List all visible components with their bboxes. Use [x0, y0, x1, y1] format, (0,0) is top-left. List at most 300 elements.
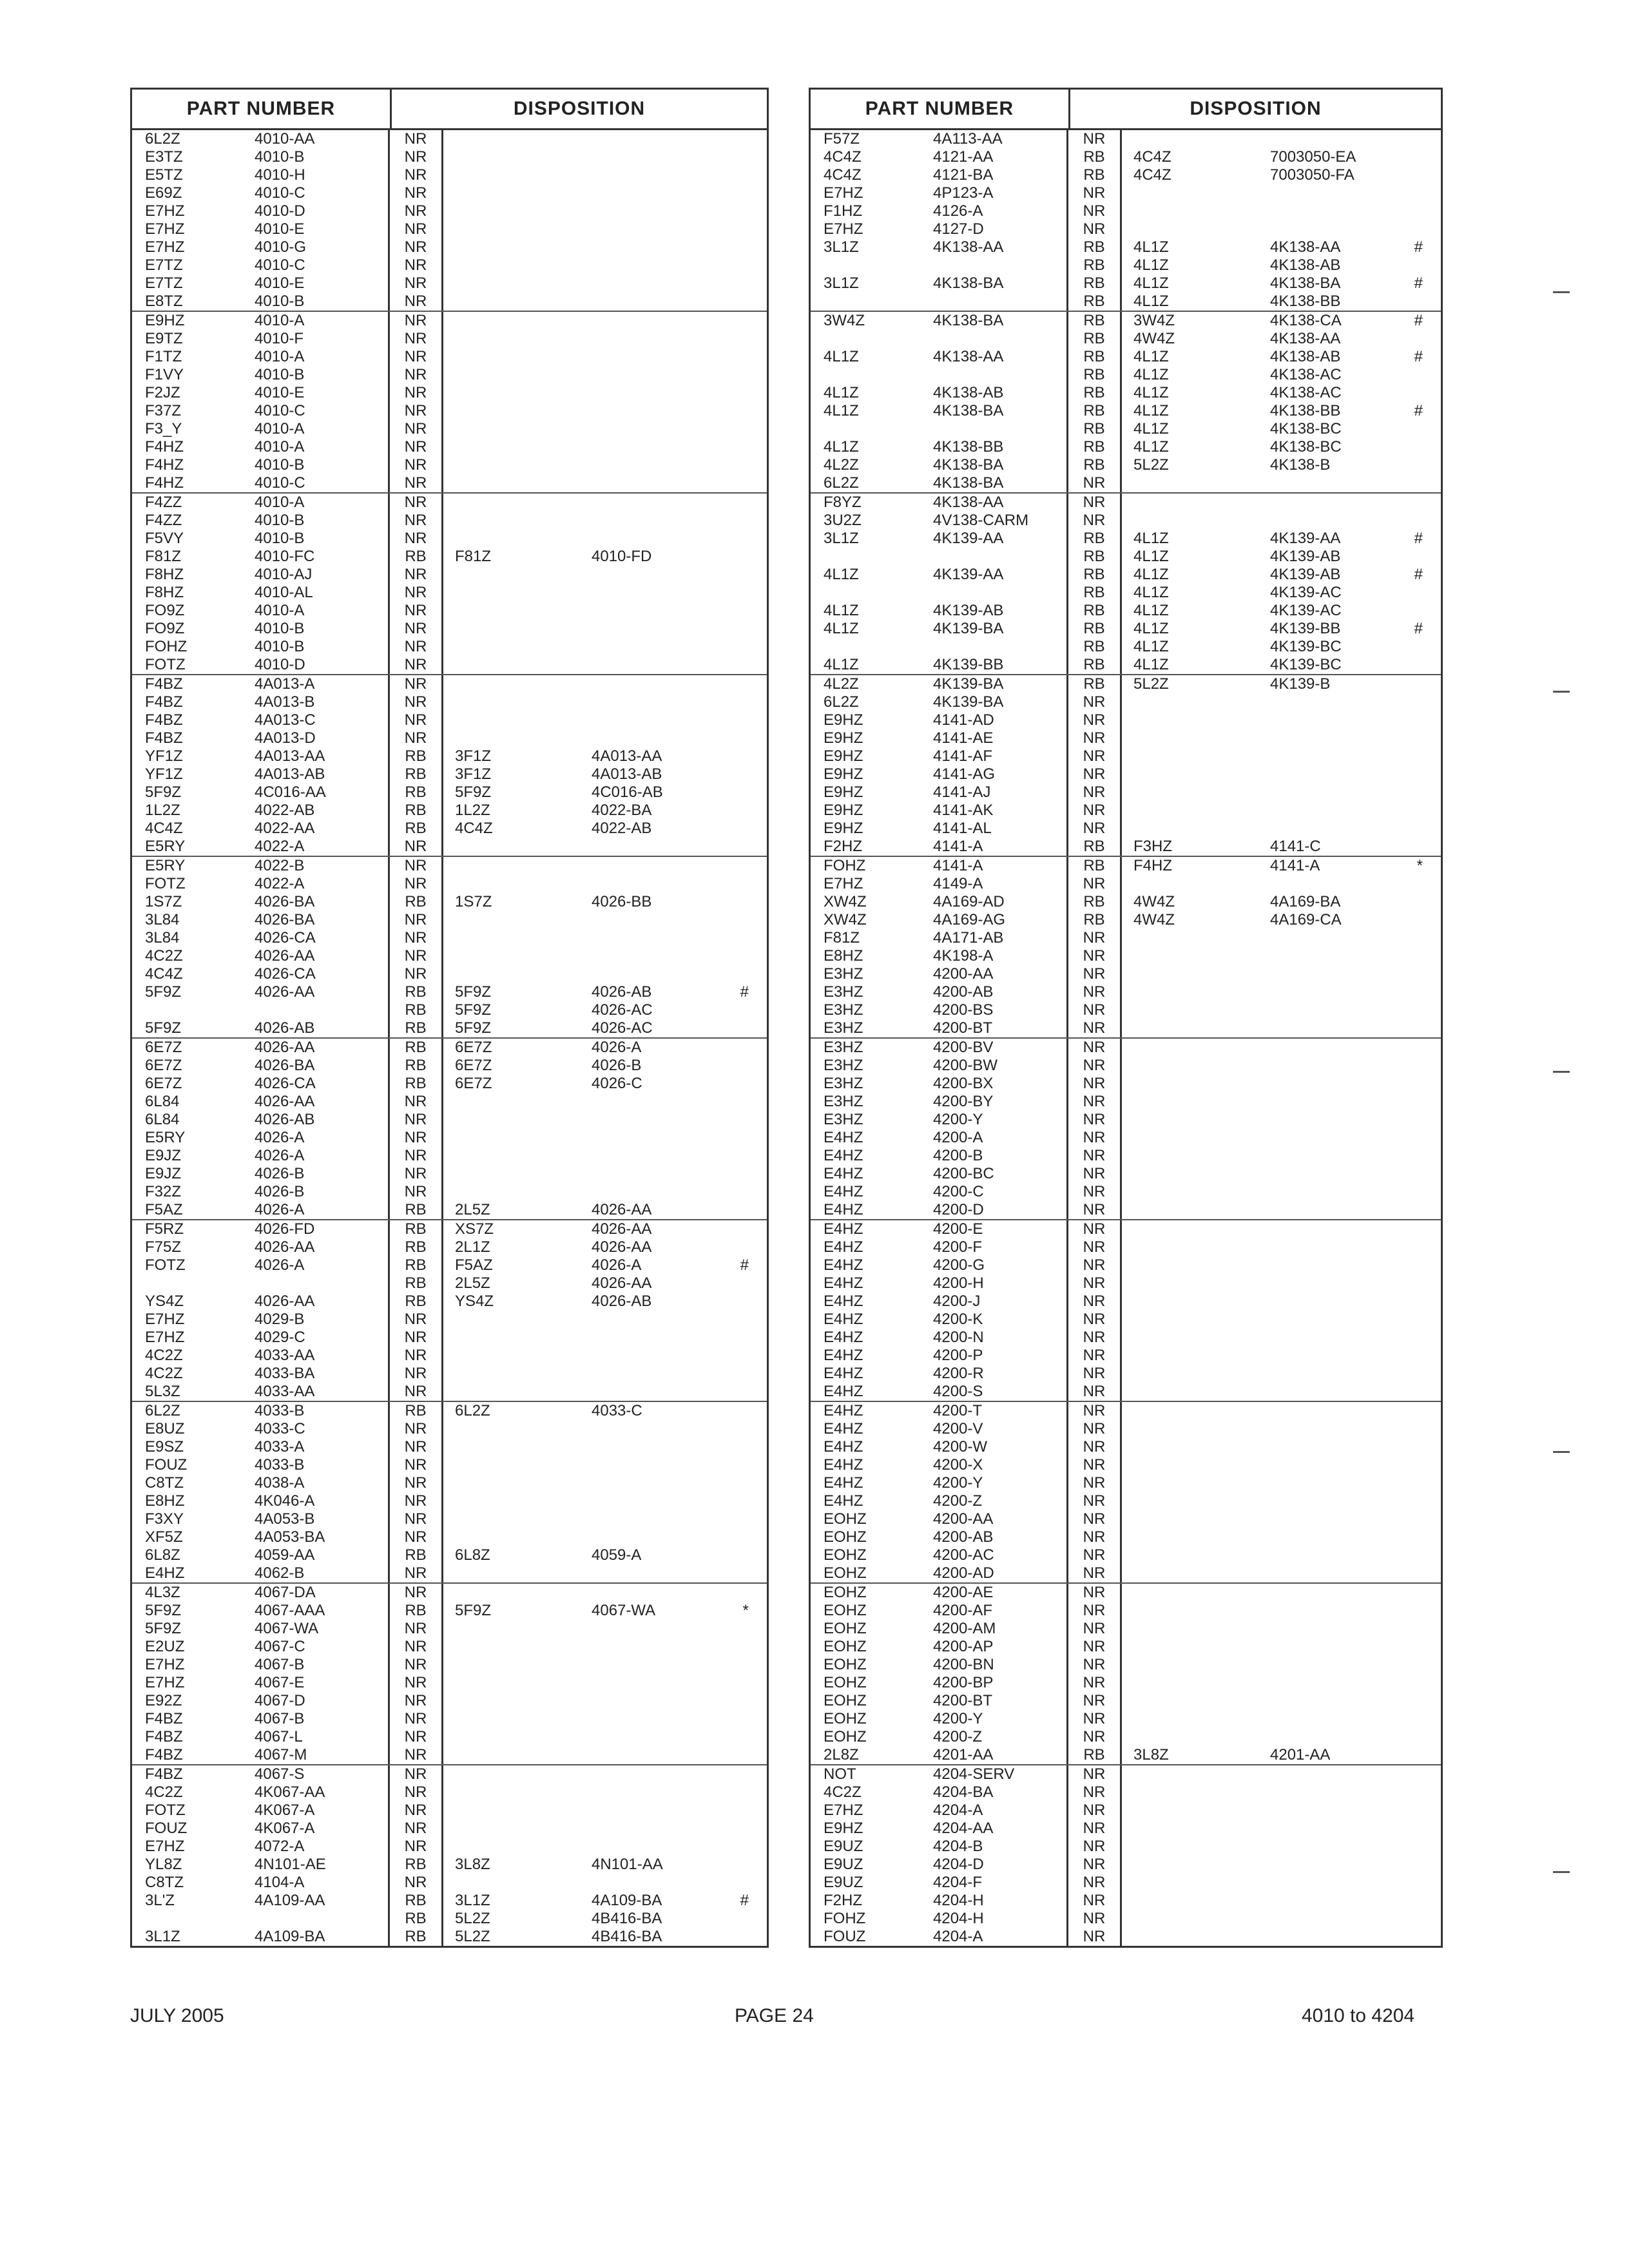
note-mark	[1399, 1456, 1441, 1474]
part-number: 4200-AB	[894, 983, 1068, 1001]
margin-mark	[1553, 691, 1570, 693]
table-row	[811, 202, 1441, 220]
row-group	[132, 1220, 767, 1402]
replacement-number	[1231, 1238, 1399, 1256]
part-number: 4121-BA	[894, 166, 1068, 184]
part-number: 4022-AB	[216, 802, 390, 820]
replacement-prefix	[1122, 1383, 1231, 1401]
table-row	[132, 1638, 767, 1656]
part-prefix: FOTZ	[145, 656, 186, 673]
replacement-prefix	[443, 530, 553, 548]
replacement-prefix	[443, 1656, 553, 1674]
table-row	[132, 1057, 767, 1075]
part-number: 4V138-CARM	[894, 512, 1068, 530]
part-prefix: 1L2Z	[145, 802, 180, 819]
disposition-code: RB	[390, 983, 443, 1001]
part-number: 4010-AJ	[216, 566, 390, 584]
note-mark	[720, 148, 767, 166]
part-number: 4200-Z	[894, 1492, 1068, 1510]
disposition-code: NR	[390, 402, 443, 420]
note-mark	[1399, 693, 1441, 711]
table-row	[132, 1674, 767, 1692]
note-mark	[1399, 1057, 1441, 1075]
disposition-code: NR	[390, 1692, 443, 1710]
table-row	[811, 512, 1441, 530]
part-prefix: 1S7Z	[145, 893, 182, 910]
replacement-number	[1231, 1075, 1399, 1093]
part-prefix: E3HZ	[824, 965, 863, 983]
replacement-number	[553, 330, 720, 348]
replacement-prefix	[1122, 1311, 1231, 1329]
replacement-number	[1231, 1492, 1399, 1510]
replacement-number	[1231, 1329, 1399, 1347]
replacement-prefix	[443, 1802, 553, 1820]
footer-date: JULY 2005	[130, 2005, 224, 2026]
replacement-number	[1231, 747, 1399, 765]
part-number: 4029-B	[216, 1311, 390, 1329]
replacement-prefix	[443, 693, 553, 711]
table-row	[132, 474, 767, 492]
table-row	[132, 929, 767, 947]
replacement-prefix	[443, 1765, 553, 1783]
part-number: 4200-Z	[894, 1728, 1068, 1746]
table-row	[811, 1001, 1441, 1019]
replacement-number: 4K139-BB	[1270, 620, 1341, 637]
part-prefix: E7HZ	[145, 1311, 185, 1328]
part-prefix: F4BZ	[145, 675, 183, 693]
part-prefix: E3HZ	[824, 1111, 863, 1128]
part-prefix: 4C4Z	[145, 820, 183, 837]
disposition-code: NR	[1068, 765, 1122, 783]
part-number: 4204-D	[894, 1856, 1068, 1874]
part-number: 4204-F	[894, 1874, 1068, 1892]
part-prefix: 4L1Z	[824, 438, 859, 456]
replacement-number: 4026-C	[592, 1075, 642, 1092]
disposition-code: NR	[1068, 1820, 1122, 1838]
part-number: 4149-A	[894, 875, 1068, 893]
replacement-number	[1231, 1620, 1399, 1638]
part-number: 4A013-C	[216, 711, 390, 729]
table-row	[811, 711, 1441, 729]
note-mark	[720, 1874, 767, 1892]
disposition-code: NR	[390, 1147, 443, 1165]
table-row	[132, 1584, 767, 1602]
part-number: 4026-B	[216, 1183, 390, 1201]
note-mark	[720, 1674, 767, 1692]
disposition-code: NR	[390, 238, 443, 256]
part-number: 4200-S	[894, 1383, 1068, 1401]
replacement-prefix	[443, 130, 553, 148]
note-mark	[720, 820, 767, 838]
replacement-prefix	[1122, 1001, 1231, 1019]
replacement-prefix	[443, 729, 553, 747]
disposition-code: NR	[390, 1874, 443, 1892]
replacement-prefix: 2L1Z	[455, 1238, 490, 1256]
part-number: 4N101-AE	[216, 1856, 390, 1874]
margin-mark	[1553, 1871, 1570, 1873]
replacement-number: 4026-AB	[592, 1293, 652, 1310]
replacement-number	[553, 729, 720, 747]
table-row	[132, 875, 767, 893]
table-row	[811, 820, 1441, 838]
note-mark: #	[740, 1892, 749, 1909]
replacement-prefix	[443, 1728, 553, 1746]
note-mark	[1399, 675, 1441, 693]
note-mark	[720, 1564, 767, 1582]
note-mark	[1399, 220, 1441, 238]
part-prefix	[811, 293, 894, 311]
disposition-code: NR	[390, 1456, 443, 1474]
note-mark	[1399, 438, 1441, 456]
replacement-prefix	[443, 494, 553, 512]
disposition-code: NR	[390, 1746, 443, 1764]
part-number: 4010-B	[216, 456, 390, 474]
replacement-number	[1231, 1129, 1399, 1147]
part-prefix: F3XY	[145, 1510, 184, 1528]
parts-table-right	[809, 88, 1443, 1948]
disposition-code: RB	[1068, 584, 1122, 602]
part-prefix: 4C2Z	[145, 1365, 183, 1382]
part-prefix: E9HZ	[824, 747, 863, 765]
replacement-prefix	[443, 1710, 553, 1728]
part-number: 4200-G	[894, 1256, 1068, 1274]
note-mark	[1399, 1383, 1441, 1401]
note-mark	[720, 1057, 767, 1075]
table-row	[811, 1365, 1441, 1383]
note-mark	[720, 1420, 767, 1438]
part-prefix: E8HZ	[145, 1492, 185, 1510]
note-mark	[720, 512, 767, 530]
part-number: 4026-BA	[216, 893, 390, 911]
part-number: 4067-DA	[216, 1584, 390, 1602]
replacement-number	[553, 420, 720, 438]
part-number: 4204-AA	[894, 1820, 1068, 1838]
disposition-code: NR	[390, 965, 443, 983]
disposition-code: RB	[1068, 384, 1122, 402]
disposition-code: RB	[390, 820, 443, 838]
replacement-prefix	[1122, 1910, 1231, 1928]
part-number: 4K067-A	[216, 1802, 390, 1820]
part-prefix: 5F9Z	[145, 1019, 182, 1037]
replacement-number: 7003050-EA	[1270, 148, 1356, 166]
replacement-number	[553, 202, 720, 220]
part-number: 4026-AA	[216, 1039, 390, 1057]
note-mark: #	[1414, 348, 1423, 365]
row-group	[811, 494, 1441, 675]
replacement-number	[1231, 1039, 1399, 1057]
replacement-prefix: 4L1Z	[1133, 438, 1169, 456]
replacement-prefix	[443, 184, 553, 202]
table-row	[132, 675, 767, 693]
disposition-code: NR	[390, 1129, 443, 1147]
replacement-number	[553, 1129, 720, 1147]
replacement-prefix	[443, 1874, 553, 1892]
replacement-prefix	[443, 638, 553, 656]
part-prefix: E9HZ	[824, 783, 863, 801]
note-mark	[720, 1165, 767, 1183]
replacement-prefix: 5L2Z	[1133, 675, 1169, 693]
part-number: 4127-D	[894, 220, 1068, 238]
replacement-prefix	[1122, 1928, 1231, 1946]
note-mark	[1399, 1075, 1441, 1093]
part-prefix: 4L1Z	[824, 620, 859, 637]
part-number: 4200-P	[894, 1347, 1068, 1365]
parts-table-left	[130, 88, 769, 1948]
part-prefix: 4C4Z	[824, 166, 862, 184]
note-mark	[720, 293, 767, 311]
replacement-prefix	[1122, 1710, 1231, 1728]
note-mark: #	[1414, 566, 1423, 583]
disposition-code: RB	[1068, 330, 1122, 348]
disposition-code: RB	[390, 1039, 443, 1057]
table-row	[132, 184, 767, 202]
disposition-code: NR	[1068, 693, 1122, 711]
part-number: 4200-AC	[894, 1546, 1068, 1564]
disposition-code: RB	[390, 1402, 443, 1420]
replacement-prefix	[1122, 1510, 1231, 1528]
replacement-prefix	[443, 1638, 553, 1656]
part-prefix: E4HZ	[824, 1183, 863, 1200]
table-row	[811, 130, 1441, 148]
part-prefix: 4C2Z	[145, 1783, 183, 1801]
note-mark	[1399, 1492, 1441, 1510]
note-mark	[720, 274, 767, 293]
replacement-prefix	[1122, 1019, 1231, 1037]
note-mark	[720, 202, 767, 220]
table-row	[811, 911, 1441, 929]
part-number: 4A013-AB	[216, 765, 390, 783]
part-number: 4200-F	[894, 1238, 1068, 1256]
table-row	[132, 438, 767, 456]
disposition-code: NR	[390, 166, 443, 184]
part-number: 4200-A	[894, 1129, 1068, 1147]
part-number: 4010-E	[216, 274, 390, 293]
disposition-code: NR	[1068, 1147, 1122, 1165]
part-number: 4204-H	[894, 1892, 1068, 1910]
note-mark	[1399, 1620, 1441, 1638]
note-mark	[1399, 1564, 1441, 1582]
disposition-code: NR	[1068, 1039, 1122, 1057]
table-row	[132, 729, 767, 747]
part-prefix: 3U2Z	[824, 512, 862, 529]
part-prefix: EOHZ	[824, 1584, 867, 1601]
replacement-prefix	[1122, 1802, 1231, 1820]
disposition-code: NR	[390, 620, 443, 638]
replacement-number: 4022-AB	[592, 820, 652, 837]
replacement-number: 4K138-B	[1270, 456, 1331, 474]
replacement-prefix: 4L1Z	[1133, 420, 1169, 437]
note-mark	[1399, 1420, 1441, 1438]
replacement-number: 4A169-BA	[1270, 893, 1341, 910]
replacement-prefix	[1122, 130, 1231, 148]
table-row	[132, 330, 767, 348]
table-row	[811, 1856, 1441, 1874]
part-number: 4200-Y	[894, 1111, 1068, 1129]
replacement-prefix: XS7Z	[455, 1220, 494, 1238]
replacement-prefix	[443, 1365, 553, 1383]
part-number: 4A169-AG	[894, 911, 1068, 929]
note-mark	[720, 711, 767, 729]
disposition-code: NR	[390, 1564, 443, 1582]
replacement-number	[553, 875, 720, 893]
replacement-prefix	[1122, 1201, 1231, 1219]
replacement-number: 4201-AA	[1270, 1746, 1331, 1763]
disposition-code: NR	[390, 693, 443, 711]
replacement-prefix	[1122, 747, 1231, 765]
part-prefix: XF5Z	[145, 1528, 183, 1546]
replacement-number	[1231, 1001, 1399, 1019]
replacement-prefix	[1122, 1728, 1231, 1746]
replacement-prefix	[1122, 1256, 1231, 1274]
note-mark: *	[1416, 857, 1423, 874]
replacement-prefix	[443, 1692, 553, 1710]
part-prefix: E9HZ	[145, 312, 185, 329]
replacement-prefix	[443, 1311, 553, 1329]
part-number	[894, 584, 1068, 602]
disposition-code: NR	[390, 312, 443, 330]
table-row	[132, 1656, 767, 1674]
part-number: 4026-AA	[216, 1293, 390, 1311]
replacement-prefix	[1122, 1783, 1231, 1802]
note-mark	[1399, 456, 1441, 474]
note-mark	[720, 548, 767, 566]
table-row	[811, 1075, 1441, 1093]
note-mark	[1399, 1293, 1441, 1311]
disposition-code: NR	[390, 729, 443, 747]
replacement-prefix: 3L8Z	[1133, 1746, 1169, 1763]
table-row	[811, 348, 1441, 366]
replacement-number: 4K139-BC	[1270, 656, 1342, 673]
replacement-number	[553, 1111, 720, 1129]
part-prefix: E4HZ	[824, 1438, 863, 1456]
part-prefix: F5RZ	[145, 1220, 184, 1238]
table-row	[811, 1820, 1441, 1838]
note-mark	[720, 1728, 767, 1746]
replacement-prefix	[443, 584, 553, 602]
table-row	[132, 1856, 767, 1874]
part-prefix: 6L2Z	[145, 1402, 180, 1419]
part-prefix: YF1Z	[145, 747, 183, 765]
part-number: 4022-A	[216, 875, 390, 893]
disposition-code: RB	[390, 1201, 443, 1219]
disposition-code: NR	[390, 256, 443, 274]
replacement-number: 4026-B	[592, 1057, 642, 1074]
note-mark	[720, 1838, 767, 1856]
replacement-number	[1231, 929, 1399, 947]
table-row	[811, 1546, 1441, 1564]
part-prefix: E9UZ	[824, 1874, 863, 1891]
note-mark	[1399, 1365, 1441, 1383]
note-mark	[720, 402, 767, 420]
disposition-code: NR	[1068, 1728, 1122, 1746]
part-number: 4204-A	[894, 1802, 1068, 1820]
part-prefix: E3HZ	[824, 1075, 863, 1092]
replacement-number: 4141-A	[1270, 857, 1320, 874]
replacement-number: 4A013-AB	[592, 765, 662, 783]
table-row	[132, 911, 767, 929]
replacement-number	[553, 1802, 720, 1820]
part-prefix: C8TZ	[145, 1474, 184, 1492]
table-row	[811, 384, 1441, 402]
replacement-number	[1231, 783, 1399, 802]
table-row	[132, 366, 767, 384]
part-number: 4200-AB	[894, 1528, 1068, 1546]
replacement-number	[553, 947, 720, 965]
disposition-code: RB	[1068, 456, 1122, 474]
part-prefix: EOHZ	[824, 1602, 867, 1619]
disposition-code: NR	[390, 1111, 443, 1129]
table-row	[811, 530, 1441, 548]
disposition-code: RB	[1068, 420, 1122, 438]
note-mark	[1399, 256, 1441, 274]
part-prefix: F81Z	[824, 929, 860, 947]
replacement-prefix: 4L1Z	[1133, 548, 1169, 565]
note-mark	[1399, 1783, 1441, 1802]
note-mark: #	[1414, 402, 1423, 419]
disposition-code: NR	[390, 474, 443, 492]
disposition-code: NR	[390, 1165, 443, 1183]
replacement-prefix: 4L1Z	[1133, 293, 1169, 310]
disposition-code: NR	[390, 1510, 443, 1528]
note-mark	[720, 238, 767, 256]
part-prefix: F2HZ	[824, 838, 862, 855]
disposition-code: NR	[390, 1820, 443, 1838]
table-row	[132, 1183, 767, 1201]
table-row	[132, 456, 767, 474]
note-mark	[1399, 1638, 1441, 1656]
replacement-prefix	[443, 293, 553, 311]
part-prefix: EOHZ	[824, 1638, 867, 1655]
replacement-prefix: 3F1Z	[455, 747, 492, 765]
replacement-prefix	[1122, 1183, 1231, 1201]
part-prefix: F5VY	[145, 530, 184, 547]
part-prefix: E4HZ	[824, 1420, 863, 1437]
part-prefix: E3HZ	[824, 1019, 863, 1037]
part-number: 4033-AA	[216, 1347, 390, 1365]
note-mark	[1399, 130, 1441, 148]
table-row	[811, 1039, 1441, 1057]
table-row	[132, 1746, 767, 1764]
part-number: 4200-D	[894, 1201, 1068, 1219]
replacement-number	[1231, 1602, 1399, 1620]
note-mark	[1399, 1802, 1441, 1820]
disposition-code: NR	[390, 1347, 443, 1365]
replacement-prefix	[1122, 1874, 1231, 1892]
part-prefix: 4L1Z	[824, 402, 859, 419]
replacement-number	[553, 1692, 720, 1710]
disposition-code: NR	[1068, 802, 1122, 820]
table-row	[811, 875, 1441, 893]
replacement-prefix: F81Z	[455, 548, 492, 565]
table-row	[811, 1474, 1441, 1492]
part-number: 4204-B	[894, 1838, 1068, 1856]
part-number: 4200-AF	[894, 1602, 1068, 1620]
disposition-code: NR	[390, 1584, 443, 1602]
disposition-code: RB	[390, 1220, 443, 1238]
disposition-code: RB	[1068, 911, 1122, 929]
table-row	[811, 1147, 1441, 1165]
part-prefix: F2JZ	[145, 384, 180, 401]
note-mark: #	[740, 1256, 749, 1274]
disposition-code: RB	[1068, 857, 1122, 875]
replacement-number	[1231, 1838, 1399, 1856]
part-prefix: E4HZ	[145, 1564, 185, 1582]
replacement-number	[1231, 1147, 1399, 1165]
part-prefix: F57Z	[824, 130, 860, 148]
replacement-prefix: 4L1Z	[1133, 238, 1169, 256]
table-row	[132, 1201, 767, 1219]
replacement-number	[553, 1783, 720, 1802]
